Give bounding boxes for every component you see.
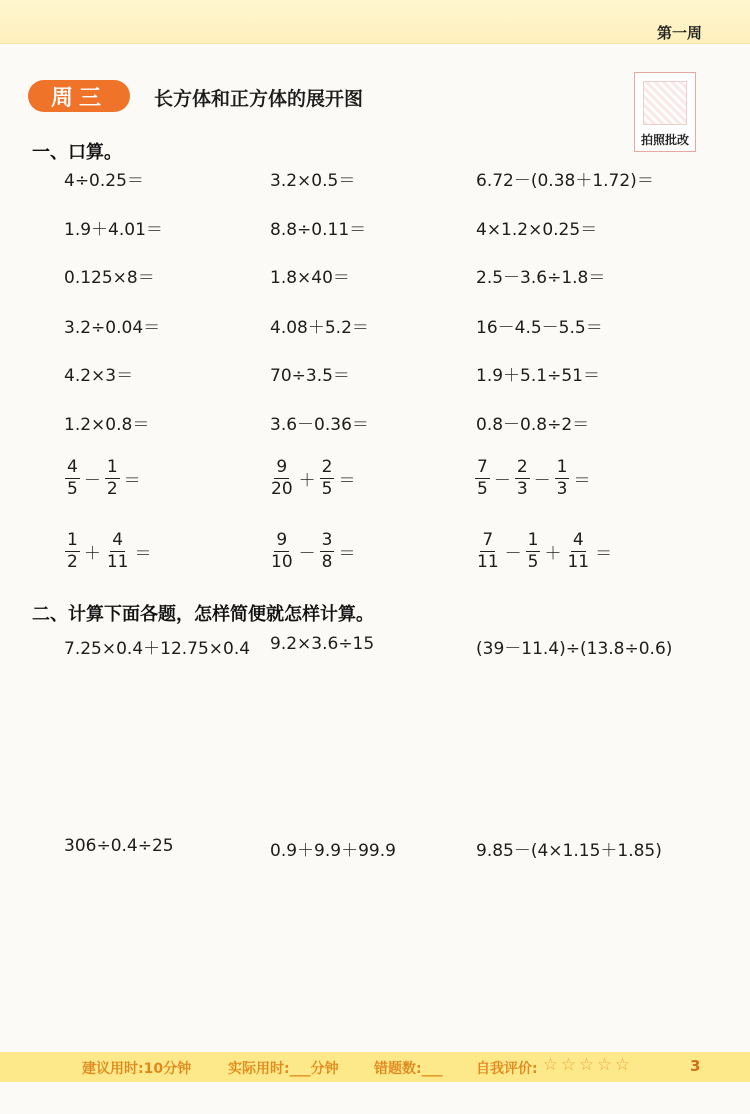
fraction xyxy=(105,531,131,572)
fraction xyxy=(475,458,490,499)
denominator: 5 xyxy=(321,479,333,499)
photo-grading-label: 拍照批改 xyxy=(640,133,689,147)
fraction xyxy=(269,531,295,572)
fraction-problem xyxy=(474,458,593,499)
numerator: 1 xyxy=(67,530,78,550)
denominator: 10 xyxy=(271,552,293,572)
qr-code-icon xyxy=(643,81,687,125)
fraction-problem xyxy=(268,458,358,499)
section-1-title: 一、口算。 xyxy=(32,142,122,163)
fraction xyxy=(320,458,335,499)
operator: － xyxy=(504,544,522,564)
fraction xyxy=(475,531,501,572)
operator: ＋ xyxy=(544,544,562,564)
problem: 16－4.5－5.5＝ xyxy=(476,318,603,338)
equals-sign: ＝ xyxy=(134,544,152,564)
problem: 9.2×3.6÷15 xyxy=(270,634,375,654)
problem: 4×1.2×0.25＝ xyxy=(476,220,598,240)
denominator: 5 xyxy=(527,552,539,572)
problem: 70÷3.5＝ xyxy=(270,366,350,386)
lesson-title: 长方体和正方体的展开图 xyxy=(154,88,364,110)
operator: ＋ xyxy=(83,544,101,564)
fraction-problem xyxy=(64,458,144,499)
denominator: 2 xyxy=(106,479,118,499)
fraction xyxy=(269,458,295,499)
fraction-problem xyxy=(474,531,615,572)
star-icon[interactable]: ☆ xyxy=(614,1055,631,1075)
problem: 4÷0.25＝ xyxy=(64,171,144,191)
equals-sign: ＝ xyxy=(573,471,591,491)
problem: 0.9＋9.9＋99.9 xyxy=(270,841,396,861)
denominator: 8 xyxy=(321,552,333,572)
numerator: 9 xyxy=(276,457,288,477)
numerator: 1 xyxy=(106,457,118,477)
problem: 1.9＋4.01＝ xyxy=(64,220,163,240)
fraction xyxy=(105,458,120,499)
star-icon[interactable]: ☆ xyxy=(578,1055,595,1075)
operator: ＋ xyxy=(298,471,316,491)
fraction xyxy=(565,531,591,572)
numerator: 7 xyxy=(477,457,488,477)
fraction-problem xyxy=(268,531,358,572)
operator: － xyxy=(533,471,551,491)
error-count[interactable]: 错题数:___ xyxy=(374,1061,443,1077)
equals-sign: ＝ xyxy=(123,471,141,491)
denominator: 11 xyxy=(567,552,590,572)
numerator: 2 xyxy=(321,457,333,477)
suggested-time: 建议用时:10分钟 xyxy=(82,1061,192,1077)
section-2-title: 二、计算下面各题，怎样简便就怎样计算。 xyxy=(32,604,374,625)
problem: 2.5－3.6÷1.8＝ xyxy=(476,268,606,288)
numerator: 3 xyxy=(321,530,333,550)
problem: 7.25×0.4＋12.75×0.4 xyxy=(64,639,251,659)
fraction xyxy=(515,458,530,499)
equals-sign: ＝ xyxy=(338,471,356,491)
fraction xyxy=(526,531,541,572)
fraction xyxy=(555,458,570,499)
denominator: 11 xyxy=(106,552,129,572)
problem: 306÷0.4÷25 xyxy=(64,836,174,856)
actual-time[interactable]: 实际用时:___分钟 xyxy=(228,1061,339,1077)
operator: － xyxy=(493,471,511,491)
numerator: 7 xyxy=(482,530,494,550)
header-band xyxy=(0,0,750,44)
denominator: 11 xyxy=(477,552,499,572)
numerator: 4 xyxy=(572,530,584,550)
equals-sign: ＝ xyxy=(595,544,613,564)
denominator: 2 xyxy=(67,552,78,572)
problem: (39－11.4)÷(13.8÷0.6) xyxy=(476,639,673,659)
fraction xyxy=(320,531,335,572)
numerator: 9 xyxy=(276,530,288,550)
equals-sign: ＝ xyxy=(338,544,356,564)
problem: 3.2÷0.04＝ xyxy=(64,318,161,338)
problem: 0.8－0.8÷2＝ xyxy=(476,415,590,435)
page-number: 3 xyxy=(690,1057,701,1075)
fraction-problem xyxy=(64,531,154,572)
numerator: 1 xyxy=(527,530,539,550)
operator: － xyxy=(83,471,101,491)
fraction xyxy=(65,531,80,572)
problem: 1.9＋5.1÷51＝ xyxy=(476,366,600,386)
operator: － xyxy=(298,544,316,564)
star-icon[interactable]: ☆ xyxy=(596,1055,613,1075)
problem: 3.6－0.36＝ xyxy=(270,415,369,435)
photo-grading-box[interactable] xyxy=(634,72,696,152)
denominator: 20 xyxy=(271,479,293,499)
week-label: 第一周 xyxy=(656,24,702,42)
problem: 0.125×8＝ xyxy=(64,268,155,288)
problem: 9.85－(4×1.15＋1.85) xyxy=(476,841,662,861)
denominator: 3 xyxy=(556,479,568,499)
problem: 8.8÷0.11＝ xyxy=(270,220,367,240)
star-icon[interactable]: ☆ xyxy=(560,1055,577,1075)
problem: 1.2×0.8＝ xyxy=(64,415,150,435)
problem: 6.72－(0.38＋1.72)＝ xyxy=(476,171,654,191)
problem: 4.2×3＝ xyxy=(64,366,134,386)
self-evaluation-label: 自我评价: xyxy=(476,1061,538,1077)
denominator: 5 xyxy=(477,479,488,499)
fraction xyxy=(65,458,80,499)
numerator: 2 xyxy=(516,457,528,477)
day-badge: 周三 xyxy=(28,80,130,112)
numerator: 1 xyxy=(556,457,568,477)
numerator: 4 xyxy=(112,530,124,550)
problem: 3.2×0.5＝ xyxy=(270,171,356,191)
denominator: 3 xyxy=(516,479,528,499)
numerator: 4 xyxy=(67,457,78,477)
star-icon[interactable]: ☆ xyxy=(542,1055,559,1075)
problem: 4.08＋5.2＝ xyxy=(270,318,369,338)
self-evaluation-stars xyxy=(542,1057,632,1074)
problem: 1.8×40＝ xyxy=(270,268,350,288)
denominator: 5 xyxy=(67,479,78,499)
